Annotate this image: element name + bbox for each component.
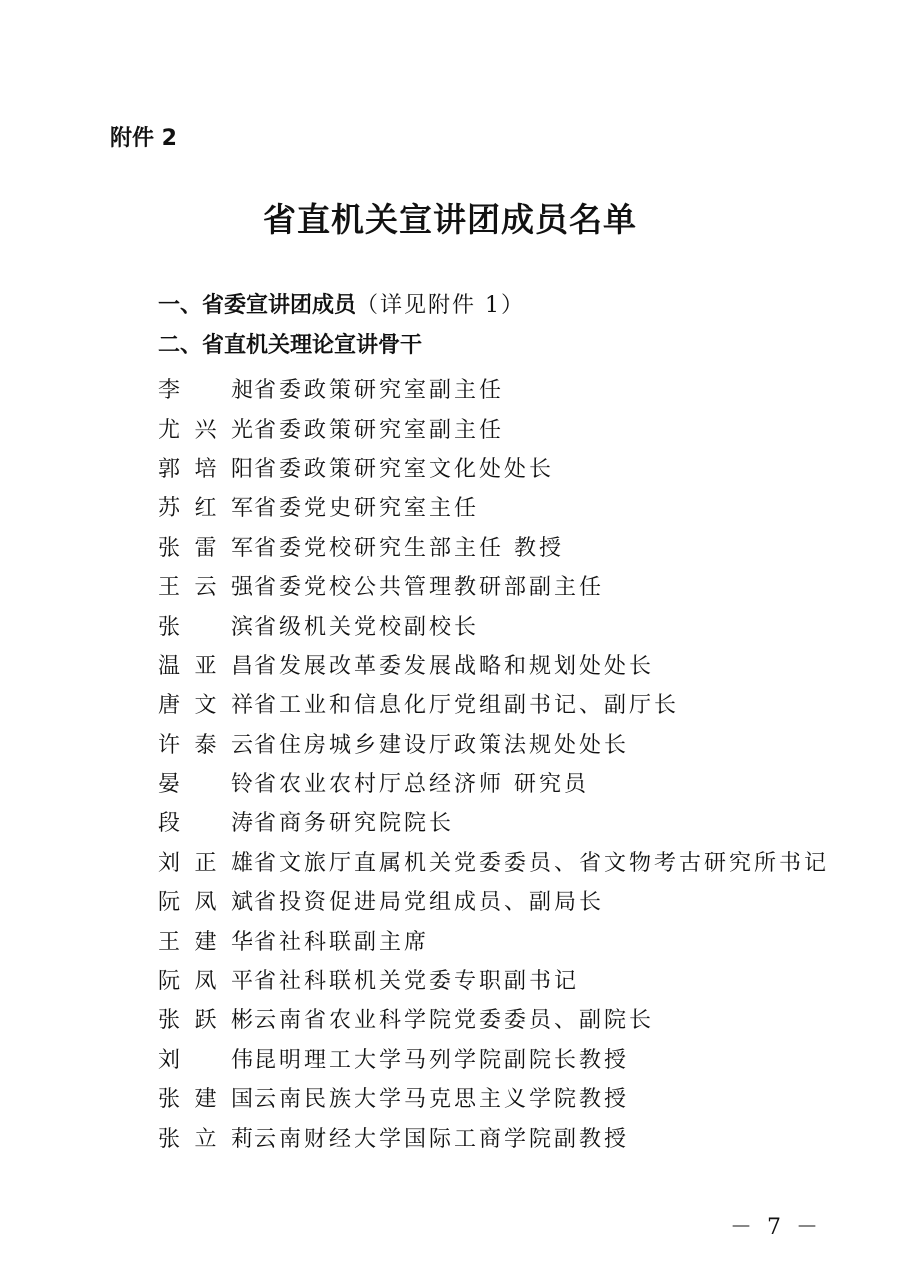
member-title: 省委党校公共管理教研部副主任 [254, 575, 605, 601]
member-title: 省工业和信息化厅党组副书记、副厅长 [254, 693, 680, 719]
member-row [158, 448, 829, 487]
member-row [158, 605, 829, 644]
member-title: 省社科联机关党委专职副书记 [254, 969, 580, 995]
member-title: 省级机关党校副校长 [254, 614, 480, 640]
section-heading-text: 一、省委宣讲团成员 [158, 293, 357, 318]
member-name: 尤兴光 [158, 417, 254, 443]
section-heading-2 [158, 330, 422, 362]
member-name: 阮凤平 [158, 969, 254, 995]
member-row [158, 920, 829, 959]
page-number: － 7 － [730, 1215, 822, 1240]
member-name: 唐文祥 [158, 693, 254, 719]
member-row [158, 487, 829, 526]
member-title: 省社科联副主席 [254, 929, 430, 955]
member-list [158, 369, 829, 1157]
member-title: 云南民族大学马克思主义学院教授 [254, 1087, 630, 1113]
section-note: （详见附件 1） [356, 293, 526, 318]
member-row [158, 763, 829, 802]
member-title: 昆明理工大学马列学院副院长教授 [254, 1047, 630, 1073]
member-name: 王云强 [158, 575, 254, 601]
member-name: 李 昶 [158, 378, 254, 404]
member-title: 云南省农业科学院党委委员、副院长 [254, 1008, 655, 1034]
member-name: 许泰云 [158, 732, 254, 758]
section-heading-1 [158, 290, 525, 322]
member-name: 苏红军 [158, 496, 254, 522]
member-name: 张建国 [158, 1087, 254, 1113]
member-row [158, 960, 829, 999]
member-title: 省农业农村厅总经济师 研究员 [254, 772, 589, 798]
member-name: 张雷军 [158, 535, 254, 561]
member-row [158, 842, 829, 881]
member-title: 云南财经大学国际工商学院副教授 [254, 1126, 630, 1152]
member-row [158, 881, 829, 920]
member-title: 省委党校研究生部主任 教授 [254, 535, 564, 561]
member-title: 省文旅厅直属机关党委委员、省文物考古研究所书记 [254, 850, 830, 876]
member-row [158, 684, 829, 723]
member-row [158, 802, 829, 841]
member-name: 阮凤斌 [158, 890, 254, 916]
member-title: 省商务研究院院长 [254, 811, 455, 837]
member-row [158, 645, 829, 684]
member-row [158, 527, 829, 566]
member-title: 省委政策研究室副主任 [254, 417, 505, 443]
member-name: 张跃彬 [158, 1008, 254, 1034]
member-name: 刘正雄 [158, 850, 254, 876]
member-row [158, 369, 829, 408]
member-row [158, 1117, 829, 1156]
member-name: 张立莉 [158, 1126, 254, 1152]
member-name: 郭培阳 [158, 456, 254, 482]
attachment-label: 附件 2 [110, 126, 177, 151]
member-name: 温亚昌 [158, 653, 254, 679]
member-title: 省委党史研究室主任 [254, 496, 480, 522]
member-row [158, 408, 829, 447]
member-row [158, 724, 829, 763]
member-title: 省投资促进局党组成员、副局长 [254, 890, 605, 916]
section-heading-text: 二、省直机关理论宣讲骨干 [158, 333, 423, 358]
member-name: 晏 铃 [158, 772, 254, 798]
member-title: 省住房城乡建设厅政策法规处处长 [254, 732, 630, 758]
member-title: 省发展改革委发展战略和规划处处长 [254, 653, 655, 679]
member-row [158, 999, 829, 1038]
member-name: 段 涛 [158, 811, 254, 837]
page-title: 省直机关宣讲团成员名单 [263, 200, 637, 239]
member-name: 王建华 [158, 929, 254, 955]
member-title: 省委政策研究室文化处处长 [254, 456, 555, 482]
member-title: 省委政策研究室副主任 [254, 378, 505, 404]
member-name: 刘 伟 [158, 1047, 254, 1073]
member-row [158, 1078, 829, 1117]
member-name: 张 滨 [158, 614, 254, 640]
member-row [158, 1039, 829, 1078]
member-row [158, 566, 829, 605]
